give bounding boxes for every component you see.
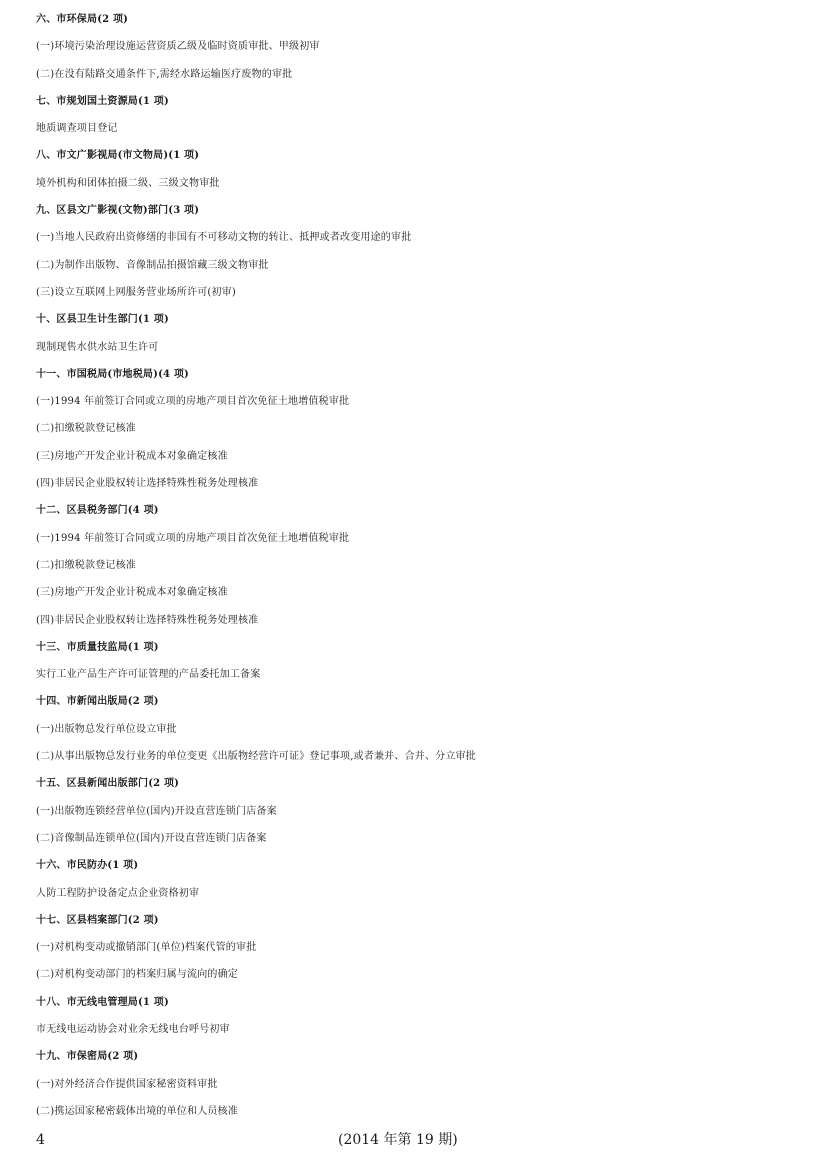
section-heading: 十五、区县新闻出版部门(2 项) <box>36 778 180 790</box>
list-item: (一)对外经济合作提供国家秘密资料审批 <box>36 1078 218 1090</box>
list-item: 境外机构和团体拍摄二级、三级文物审批 <box>36 177 220 189</box>
list-item: (二)对机构变动部门的档案归属与流向的确定 <box>36 969 239 981</box>
page-footer <box>0 1128 827 1152</box>
list-item: (二)在没有陆路交通条件下,需经水路运输医疗废物的审批 <box>36 68 293 80</box>
list-item: 市无线电运动协会对业余无线电台呼号初审 <box>36 1023 230 1035</box>
section-heading: 十四、市新闻出版局(2 项) <box>36 696 159 708</box>
list-item: (一)对机构变动或撤销部门(单位)档案代管的审批 <box>36 942 257 954</box>
section-heading: 十三、市质量技监局(1 项) <box>36 641 159 653</box>
list-item: 地质调查项目登记 <box>36 123 118 135</box>
list-item: (二)为制作出版物、音像制品拍摄馆藏三级文物审批 <box>36 259 269 271</box>
section-heading: 十八、市无线电管理局(1 项) <box>36 996 169 1008</box>
section-heading: 七、市规划国土资源局(1 项) <box>36 95 169 107</box>
list-item: (四)非居民企业股权转让选择特殊性税务处理核准 <box>36 478 259 490</box>
list-item: 现制现售水供水站卫生许可 <box>36 341 159 353</box>
section-heading: 十七、区县档案部门(2 项) <box>36 914 159 926</box>
list-item: 人防工程防护设备定点企业资格初审 <box>36 887 200 899</box>
list-item: (一)1994 年前签订合同或立项的房地产项目首次免征土地增值税审批 <box>36 396 350 408</box>
section-heading: 十九、市保密局(2 项) <box>36 1051 139 1063</box>
section-heading: 八、市文广影视局(市文物局)(1 项) <box>36 150 200 162</box>
list-item: (一)环境污染治理设施运营资质乙级及临时资质审批、甲级初审 <box>36 41 320 53</box>
list-item: (一)出版物连锁经营单位(国内)开设直营连锁门店备案 <box>36 805 277 817</box>
section-heading: 十、区县卫生计生部门(1 项) <box>36 314 169 326</box>
document-body <box>36 6 826 1125</box>
list-item: (四)非居民企业股权转让选择特殊性税务处理核准 <box>36 614 259 626</box>
list-item: (二)扣缴税款登记核准 <box>36 423 137 435</box>
page-number: 4 <box>36 1132 45 1148</box>
list-item: (二)携运国家秘密载体出境的单位和人员核准 <box>36 1105 239 1117</box>
section-heading: 九、区县文广影视(文物)部门(3 项) <box>36 205 200 217</box>
list-item: 实行工业产品生产许可证管理的产品委托加工备案 <box>36 669 261 681</box>
section-heading: 十一、市国税局(市地税局)(4 项) <box>36 368 189 380</box>
list-item: (二)扣缴税款登记核准 <box>36 559 137 571</box>
list-item: (二)音像制品连锁单位(国内)开设直营连锁门店备案 <box>36 832 267 844</box>
list-item: (三)设立互联网上网服务营业场所许可(初审) <box>36 286 237 298</box>
list-item: (二)从事出版物总发行业务的单位变更《出版物经营许可证》登记事项,或者兼并、合并、分立审批 <box>36 751 476 763</box>
list-item: (三)房地产开发企业计税成本对象确定核准 <box>36 587 228 599</box>
list-item: (三)房地产开发企业计税成本对象确定核准 <box>36 450 228 462</box>
section-heading: 十六、市民防办(1 项) <box>36 860 139 872</box>
list-item: (一)1994 年前签订合同或立项的房地产项目首次免征土地增值税审批 <box>36 532 350 544</box>
section-heading: 十二、区县税务部门(4 项) <box>36 505 159 517</box>
list-item: (一)当地人民政府出资修缮的非国有不可移动文物的转让、抵押或者改变用途的审批 <box>36 232 412 244</box>
section-heading: 六、市环保局(2 项) <box>36 14 129 25</box>
list-item: (一)出版物总发行单位设立审批 <box>36 723 177 735</box>
issue-label: (2014 年第 19 期) <box>338 1132 458 1148</box>
